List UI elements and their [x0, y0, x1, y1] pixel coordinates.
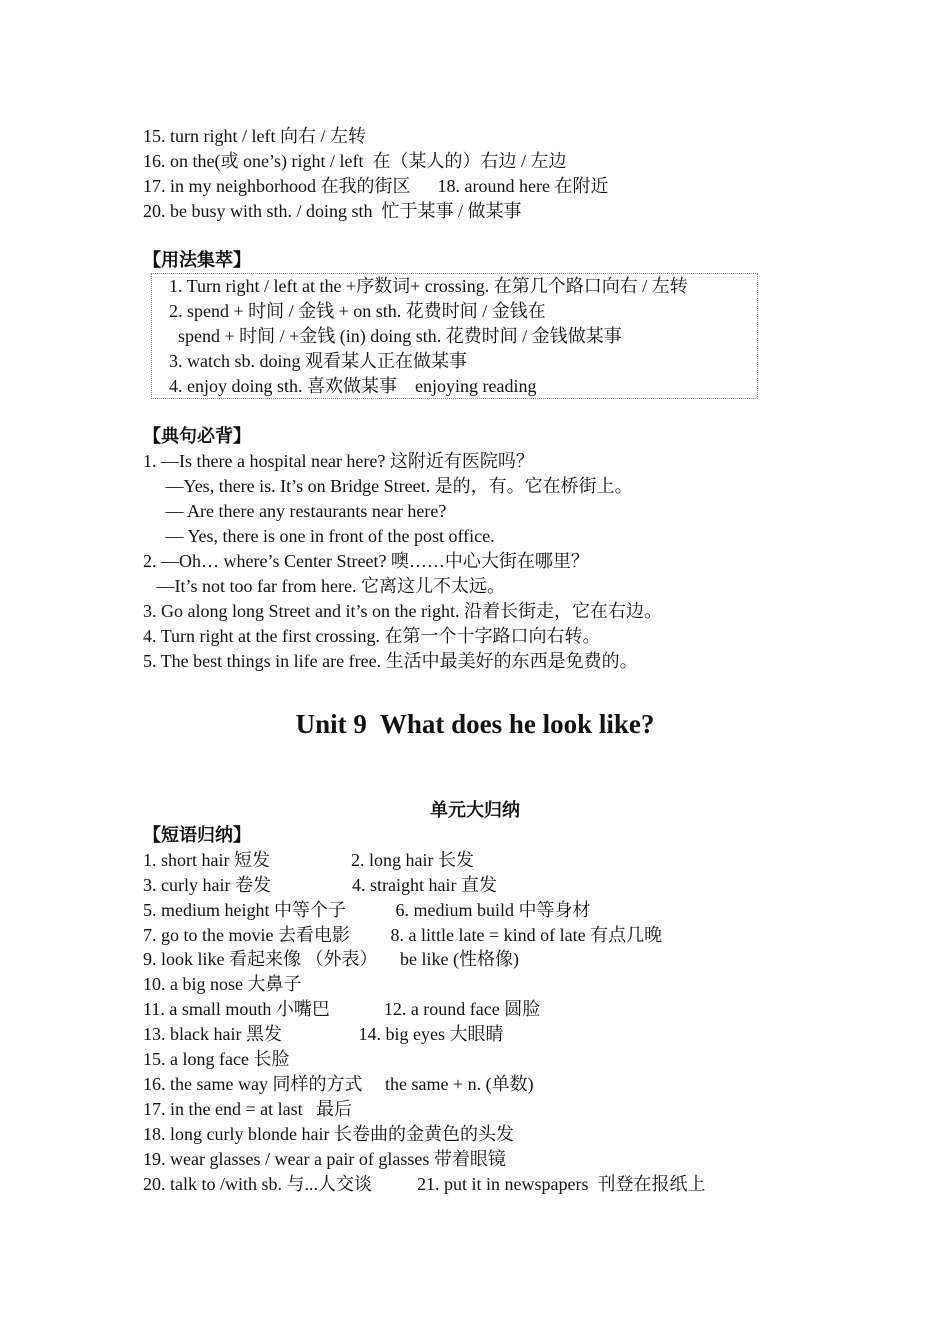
sentence-item: —It’s not too far from here. 它离这儿不太远。: [143, 576, 505, 596]
phrase-item: 19. wear glasses / wear a pair of glasses 带着眼镜: [143, 1149, 506, 1169]
sentence-item: — Are there any restaurants near here?: [143, 501, 447, 521]
usage-item: 4. enjoy doing sth. 喜欢做某事 enjoying reading: [169, 376, 537, 396]
sentence-item: 2. —Oh… where’s Center Street? 噢……中心大街在哪里？: [143, 551, 589, 571]
phrases-heading: 【短语归纳】: [143, 825, 251, 845]
usage-item: 2. spend + 时间 / 金钱 + on sth. 花费时间 / 金钱在: [169, 301, 546, 321]
sentence-item: —Yes, there is. It’s on Bridge Street. 是的，有。它在桥街上。: [143, 476, 633, 496]
phrase-item: 15. a long face 长脸: [143, 1049, 290, 1069]
phrase-item: 9. look like 看起来像 （外表） be like (性格像): [143, 949, 519, 969]
phrase-line: 20. be busy with sth. / doing sth 忙于某事 / 做某事: [143, 201, 522, 221]
usage-item: spend + 时间 / +金钱 (in) doing sth. 花费时间 / 金钱做某事: [169, 326, 622, 346]
sentence-item: 1. —Is there a hospital near here? 这附近有医院吗？: [143, 451, 534, 471]
phrase-item: 1. short hair 短发 2. long hair 长发: [143, 850, 474, 870]
sentence-item: — Yes, there is one in front of the post office.: [143, 526, 495, 546]
phrase-item: 7. go to the movie 去看电影 8. a little late = kind of late 有点几晚: [143, 925, 663, 945]
phrase-item: 17. in the end = at last 最后: [143, 1099, 353, 1119]
sentence-item: 5. The best things in life are free. 生活中最美好的东西是免费的。: [143, 651, 638, 671]
phrase-line: 15. turn right / left 向右 / 左转: [143, 126, 366, 146]
sentence-item: 4. Turn right at the first crossing. 在第一个十字路口向右转。: [143, 626, 601, 646]
phrase-item: 5. medium height 中等个子 6. medium build 中等身材: [143, 900, 591, 920]
usage-item: 3. watch sb. doing 观看某人正在做某事: [169, 351, 467, 371]
phrase-line: 17. in my neighborhood 在我的街区 18. around here 在附近: [143, 176, 609, 196]
phrase-item: 3. curly hair 卷发 4. straight hair 直发: [143, 875, 497, 895]
phrase-item: 16. the same way 同样的方式 the same + n. (单数): [143, 1074, 534, 1094]
usage-item: 1. Turn right / left at the +序数词+ crossing. 在第几个路口向右 / 左转: [169, 276, 688, 296]
unit-title: Unit 9 What does he look like?: [295, 709, 655, 739]
unit-subtitle: 单元大归纳: [430, 800, 520, 820]
phrase-item: 11. a small mouth 小嘴巴 12. a round face 圆脸: [143, 999, 541, 1019]
phrase-item: 20. talk to /with sb. 与...人交谈 21. put it in newspapers 刊登在报纸上: [143, 1174, 706, 1194]
phrase-line: 16. on the(或 one’s) right / left 在（某人的）右边 / 左边: [143, 151, 567, 171]
sentence-item: 3. Go along long Street and it’s on the right. 沿着长街走，它在右边。: [143, 601, 662, 621]
phrase-item: 10. a big nose 大鼻子: [143, 974, 302, 994]
phrase-item: 13. black hair 黑发 14. big eyes 大眼睛: [143, 1024, 504, 1044]
usage-heading: 【用法集萃】: [143, 250, 251, 270]
sentences-heading: 【典句必背】: [143, 426, 251, 446]
phrase-item: 18. long curly blonde hair 长卷曲的金黄色的头发: [143, 1124, 514, 1144]
